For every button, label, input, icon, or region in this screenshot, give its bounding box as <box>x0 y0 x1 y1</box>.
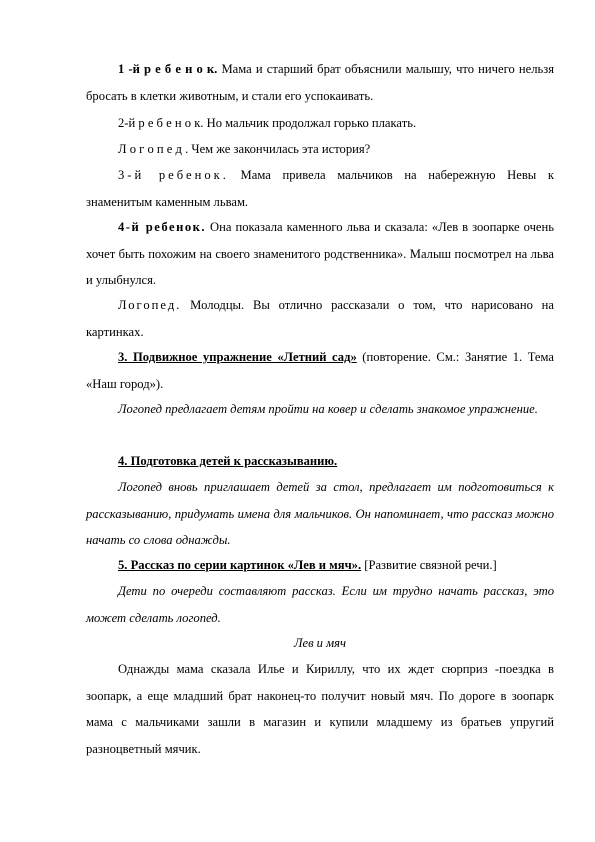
paragraph-exercise-5 <box>86 552 554 579</box>
section-heading-4: 4. Подготовка детей к рассказыванию. <box>118 454 338 468</box>
paragraph-instruction-1: Логопед предлагает детям пройти на ковер и сделать знакомое упражнение. <box>118 402 538 416</box>
speaker-label: 1 -й р е б е н о к. <box>118 62 218 76</box>
speaker-label: Логопед. <box>118 298 182 312</box>
speaker-label: 4-й ребенок. <box>118 220 207 234</box>
paragraph-child-2 <box>86 110 554 137</box>
paragraph-child-1 <box>86 56 554 109</box>
paragraph-story: Однажды мама сказала Илье и Кириллу, что их ждет сюрприз -поездка в зоопарк, а еще младший брат наконец-то получит новый мяч. По дороге в зоопарк мама с мальчиками зашли в магазин и купили младшему из братьев упругий разноцветный мячик. <box>86 662 554 756</box>
paragraph-text: Она показала каменного льва и сказала: «Лев в зоопарке очень хочет быть похожим на своего знаменитого родственника». Малыш посмотрел на льва и улыбнулся. <box>86 220 555 287</box>
paragraph-instruction-3: Дети по очереди составляют рассказ. Если им трудно начать рассказ, это может сделать логопед. <box>86 584 554 625</box>
paragraph-child-4 <box>86 214 554 294</box>
story-title: Лев и мяч <box>293 636 347 650</box>
paragraph-child-3 <box>86 162 554 215</box>
speaker-label: Л о г о п е д . <box>118 142 189 156</box>
section-heading: 5. Рассказ по серии картинок «Лев и мяч». <box>118 558 362 572</box>
paragraph-speech-therapist-1 <box>86 136 554 163</box>
paragraph-text: Молодцы. Вы отлично рассказали о том, что нарисовано на картинках. <box>86 298 554 339</box>
paragraph-text: Чем же закончилась эта история? <box>188 142 371 156</box>
paragraph-speech-therapist-2 <box>86 292 554 345</box>
paragraph-text: (повторение. См.: Занятие 1. Тема «Наш город»). <box>86 350 554 391</box>
section-heading: 3. Подвижное упражнение «Летний сад» <box>118 350 357 364</box>
paragraph-text: Но мальчик продолжал горько плакать. <box>203 116 417 130</box>
paragraph-text: Мама привела мальчиков на набережную Невы к знаменитым каменным львам. <box>86 168 554 209</box>
paragraph-text: Мама и старший брат объяснили малышу, что ничего нельзя бросать в клетки животным, и стали его успокаивать. <box>86 62 555 103</box>
paragraph-instruction-2: Логопед вновь приглашает детей за стол, предлагает им подготовиться к рассказыванию, придумать имена для мальчиков. Он напоминает, что рассказ можно начать со слова однажды. <box>86 480 554 547</box>
speaker-label: 3-й ребенок. <box>118 168 229 182</box>
speaker-label: 2-й р е б е н о к. <box>118 116 204 130</box>
paragraph-text: [Развитие связной речи.] <box>361 558 497 572</box>
paragraph-exercise-3 <box>86 344 554 397</box>
